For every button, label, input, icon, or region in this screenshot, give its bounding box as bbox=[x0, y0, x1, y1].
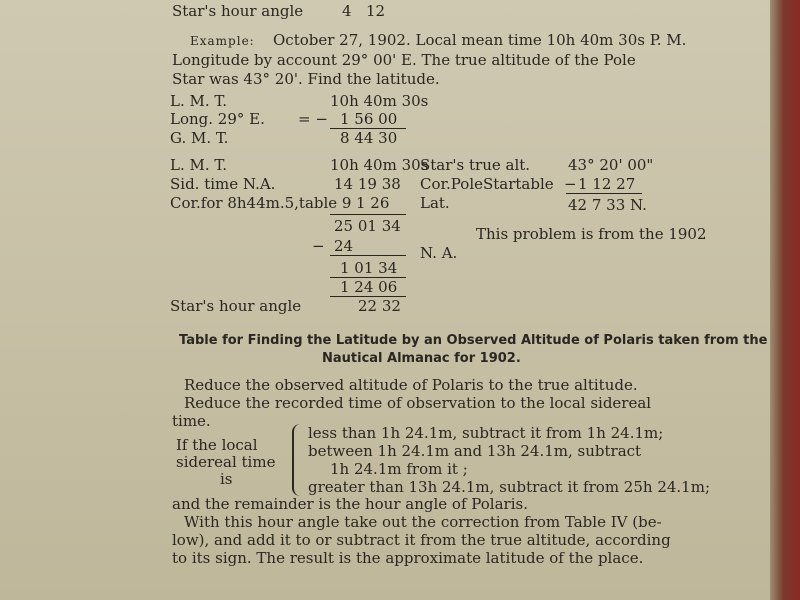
block2-label-lmt: L. M. T. bbox=[170, 156, 227, 174]
top-hour-angle-h: 4 bbox=[342, 2, 352, 20]
instruction-p4-line2: low), and add it to or subtract it from the true altitude, according bbox=[172, 531, 671, 549]
block2-hour-angle-value: 22 32 bbox=[358, 297, 401, 315]
table-heading-line1: Table for Finding the Latitude by an Observed Altitude of Polaris taken from the bbox=[179, 333, 768, 348]
block2-value-sid: 14 19 38 bbox=[334, 175, 401, 193]
condition-label-3: is bbox=[220, 470, 233, 488]
block3-note-line1: This problem is from the 1902 bbox=[476, 225, 707, 243]
block2-value-24: 24 bbox=[334, 237, 354, 255]
block3-label-lat: Lat. bbox=[420, 194, 450, 212]
block2-rule-1 bbox=[330, 214, 406, 215]
instruction-p4-line3: to its sign. The result is the approximate latitude of the place. bbox=[172, 549, 644, 567]
book-cover-edge bbox=[770, 0, 800, 600]
instruction-p1: Reduce the observed altitude of Polaris to the true altitude. bbox=[184, 376, 638, 394]
block3-note-line2: N. A. bbox=[420, 244, 458, 262]
block3-minus: − bbox=[564, 175, 577, 193]
block1-operator: = − bbox=[298, 110, 328, 128]
condition-brace bbox=[292, 424, 304, 496]
block2-rule-2 bbox=[330, 255, 406, 256]
block3-label-true-alt: Star's true alt. bbox=[420, 156, 531, 174]
block2-value-cor: 1 26 bbox=[356, 194, 390, 212]
block2-value-base: 1 24 06 bbox=[340, 278, 398, 296]
block2-hour-angle-label: Star's hour angle bbox=[170, 297, 302, 315]
block2-minus: − bbox=[312, 237, 325, 255]
condition-label-2: sidereal time bbox=[176, 453, 276, 471]
block3-value-lat: 42 7 33 N. bbox=[568, 196, 647, 214]
block2-value-lmt: 10h 40m 30s bbox=[330, 156, 429, 174]
block1-label-gmt: G. M. T. bbox=[170, 129, 229, 147]
example-line2: Longitude by account 29° 00' E. The true altitude of the Pole bbox=[172, 51, 636, 69]
instruction-p3: and the remainder is the hour angle of Polaris. bbox=[172, 495, 528, 513]
block3-rule bbox=[566, 193, 642, 194]
block3-value-cor: 1 12 27 bbox=[578, 175, 636, 193]
block3-value-true-alt: 43° 20' 00" bbox=[568, 156, 654, 174]
block1-value-lmt: 10h 40m 30s bbox=[330, 92, 429, 110]
instruction-p4-line1: With this hour angle take out the correction from Table IV (be- bbox=[184, 513, 662, 531]
block1-value-gmt: 8 44 30 bbox=[340, 129, 398, 147]
table-heading-line2: Nautical Almanac for 1902. bbox=[322, 351, 521, 366]
block2-value-rem: 1 01 34 bbox=[340, 259, 398, 277]
condition-case2-line1: between 1h 24.1m and 13h 24.1m, subtract bbox=[308, 442, 642, 460]
block1-value-long: 1 56 00 bbox=[340, 110, 398, 128]
instruction-p2-line2: time. bbox=[172, 412, 211, 430]
condition-case3: greater than 13h 24.1m, subtract it from 25h 24.1m; bbox=[308, 478, 710, 496]
instruction-p2-line1: Reduce the recorded time of observation to the local sidereal bbox=[184, 394, 652, 412]
condition-case2-line2: 1h 24.1m from it ; bbox=[330, 460, 468, 478]
example-line3: Star was 43° 20'. Find the latitude. bbox=[172, 70, 440, 88]
example-line1: October 27, 1902. Local mean time 10h 40m 30s P. M. bbox=[273, 31, 687, 49]
condition-label-1: If the local bbox=[176, 436, 258, 454]
top-hour-angle-m: 12 bbox=[366, 2, 386, 20]
block1-label-long: Long. 29° E. bbox=[170, 110, 265, 128]
block2-label-sid: Sid. time N.A. bbox=[170, 175, 276, 193]
condition-case1: less than 1h 24.1m, subtract it from 1h 24.1m; bbox=[308, 424, 664, 442]
block1-label-lmt: L. M. T. bbox=[170, 92, 227, 110]
top-hour-angle-label: Star's hour angle bbox=[172, 2, 304, 20]
block2-label-cor: Cor.for 8h44m.5,table 9 bbox=[170, 194, 352, 212]
block2-value-sum: 25 01 34 bbox=[334, 217, 401, 235]
block3-label-cor: Cor.PoleStartable bbox=[420, 175, 554, 193]
example-lead: Example: bbox=[190, 34, 255, 48]
